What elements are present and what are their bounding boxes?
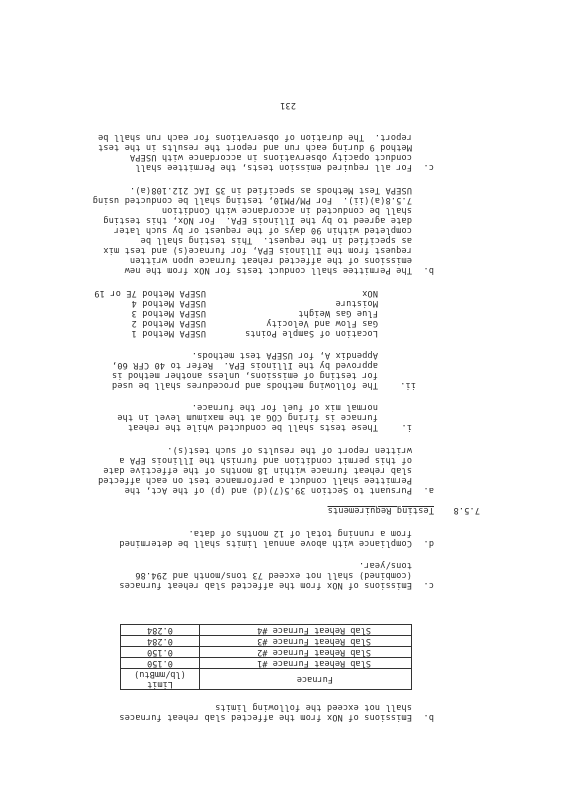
method-item: Gas Flow and Velocity — [266, 318, 378, 328]
method-name: USEPA Method 2 — [131, 318, 206, 328]
section-c-line-1: Emissions of NOx from the affected slab reheat furnaces — [119, 580, 412, 590]
item-ii-line-2: for testing of emissions, unless another method is — [111, 370, 378, 380]
furnace-limit: 0.150 — [121, 658, 200, 669]
section-a-line-5: written report of the results of such test(s). — [167, 445, 412, 455]
heading-title: Testing Requirements — [327, 505, 434, 515]
nox-limits-table — [120, 624, 412, 690]
section-b2-line-5: completed within 90 days of the request or by such later — [113, 225, 412, 235]
furnace-limit: 0.284 — [121, 636, 200, 647]
section-d-marker: d. — [423, 538, 434, 548]
section-d-line-2: from a running total of 12 months of data. — [188, 528, 412, 538]
header-furnace: Furnace — [199, 669, 411, 690]
item-i-line-3: normal mix of fuel for the furnace. — [191, 402, 378, 412]
section-b2-line-7: shall be conducted in accordance with Condition — [161, 205, 412, 215]
table-row — [121, 636, 412, 647]
section-b2-marker: b. — [423, 265, 434, 275]
section-a-line-2: Permittee shall conduct a performance test on each affected — [97, 475, 412, 485]
item-ii-line-1: The following methods and procedures shall be used — [111, 380, 378, 390]
section-a-line-3: slab reheat furnace within 18 months of the effective date — [103, 465, 412, 475]
section-b2-line-9: USEPA Test Methods as specified in 35 IAC 212.108(a). — [129, 185, 412, 195]
table-row — [121, 658, 412, 669]
section-b-line-1: Emissions of NOx from the affected slab reheat furnaces — [119, 712, 412, 722]
section-b-line-2: shall not exceed the following limits — [215, 702, 412, 712]
section-c2-line-4: report. The duration of observations for each run shall be — [97, 132, 412, 142]
furnace-limit: 0.284 — [121, 625, 200, 636]
section-b2-line-6: date agreed to by the Illinois EPA. For NOx, this testing — [103, 215, 412, 225]
section-c2-marker: c. — [423, 162, 434, 172]
section-c2-line-2: conduct opacity observations in accordance with USEPA — [129, 152, 412, 162]
table-row — [121, 625, 412, 636]
method-item: Location of Sample Points — [244, 328, 378, 338]
furnace-name: Slab Reheat Furnace #3 — [199, 636, 411, 647]
section-c2-line-1: For all required emission tests, the Permittee shall — [135, 162, 412, 172]
method-name: USEPA Method 1 — [131, 328, 206, 338]
method-name: USEPA Method 4 — [131, 298, 206, 308]
section-c-line-3: tons/year. — [358, 560, 412, 570]
item-i-line-2: furnace is firing COG at the maximum level in the — [117, 412, 378, 422]
section-b-marker: b. — [423, 712, 434, 722]
item-i-line-1: These tests shall be conducted while the reheat — [127, 422, 378, 432]
furnace-limit: 0.150 — [121, 647, 200, 658]
heading-number: 7.5.8 — [453, 505, 480, 515]
item-ii-line-4: Appendix A, for USEPA test methods. — [191, 350, 378, 360]
section-a-line-1: Pursuant to Section 39.5(7)(d) and (p) of the Act, the — [124, 485, 412, 495]
page-number: 231 — [280, 100, 296, 110]
header-limit-line-2: (lb/mmBtu) — [134, 669, 186, 679]
section-d-line-1: Compliance with above annual limits shall be determined — [119, 538, 412, 548]
section-b2-line-1: The Permittee shall conduct tests for NOx from the new — [124, 265, 412, 275]
section-c-line-2: (combined) shall not exceed 73 tons/month and 294.86 — [135, 570, 412, 580]
section-b2-line-4: as specified in the request. This testing shall be — [140, 235, 412, 245]
item-i-marker: i. — [401, 422, 412, 432]
item-ii-marker: ii. — [400, 380, 416, 390]
method-name: USEPA Method 3 — [131, 308, 206, 318]
table-header-row — [121, 669, 412, 690]
section-b2-line-2: emissions of the affected reheat furnace upon written — [129, 255, 412, 265]
method-item: Moisture — [335, 298, 378, 308]
method-name: USEPA Method 7E or 19 — [94, 288, 206, 298]
section-c-marker: c. — [423, 580, 434, 590]
header-limit — [121, 669, 200, 690]
header-limit-line-1: Limit — [147, 679, 173, 689]
method-item: Flue Gas Weight — [298, 308, 378, 318]
table-row — [121, 647, 412, 658]
section-c2-line-3: Method 9 during each run and report the results in the test — [97, 142, 412, 152]
furnace-name: Slab Reheat Furnace #1 — [199, 658, 411, 669]
item-ii-line-3: approved by the Illinois EPA. Refer to 40 CFR 60, — [111, 360, 378, 370]
section-a-line-4: of this permit condition and furnish the Illinois EPA a — [119, 455, 412, 465]
section-b2-line-3: request from the Illinois EPA, for furnace(s) and test mix — [103, 245, 412, 255]
furnace-name: Slab Reheat Furnace #2 — [199, 647, 411, 658]
furnace-name: Slab Reheat Furnace #4 — [199, 625, 411, 636]
section-b2-line-8: 7.5.8(a)(ii). For PM/PM10, testing shall be conducted using — [92, 195, 412, 205]
section-a-marker: a. — [423, 485, 434, 495]
method-item: NOx — [362, 288, 378, 298]
